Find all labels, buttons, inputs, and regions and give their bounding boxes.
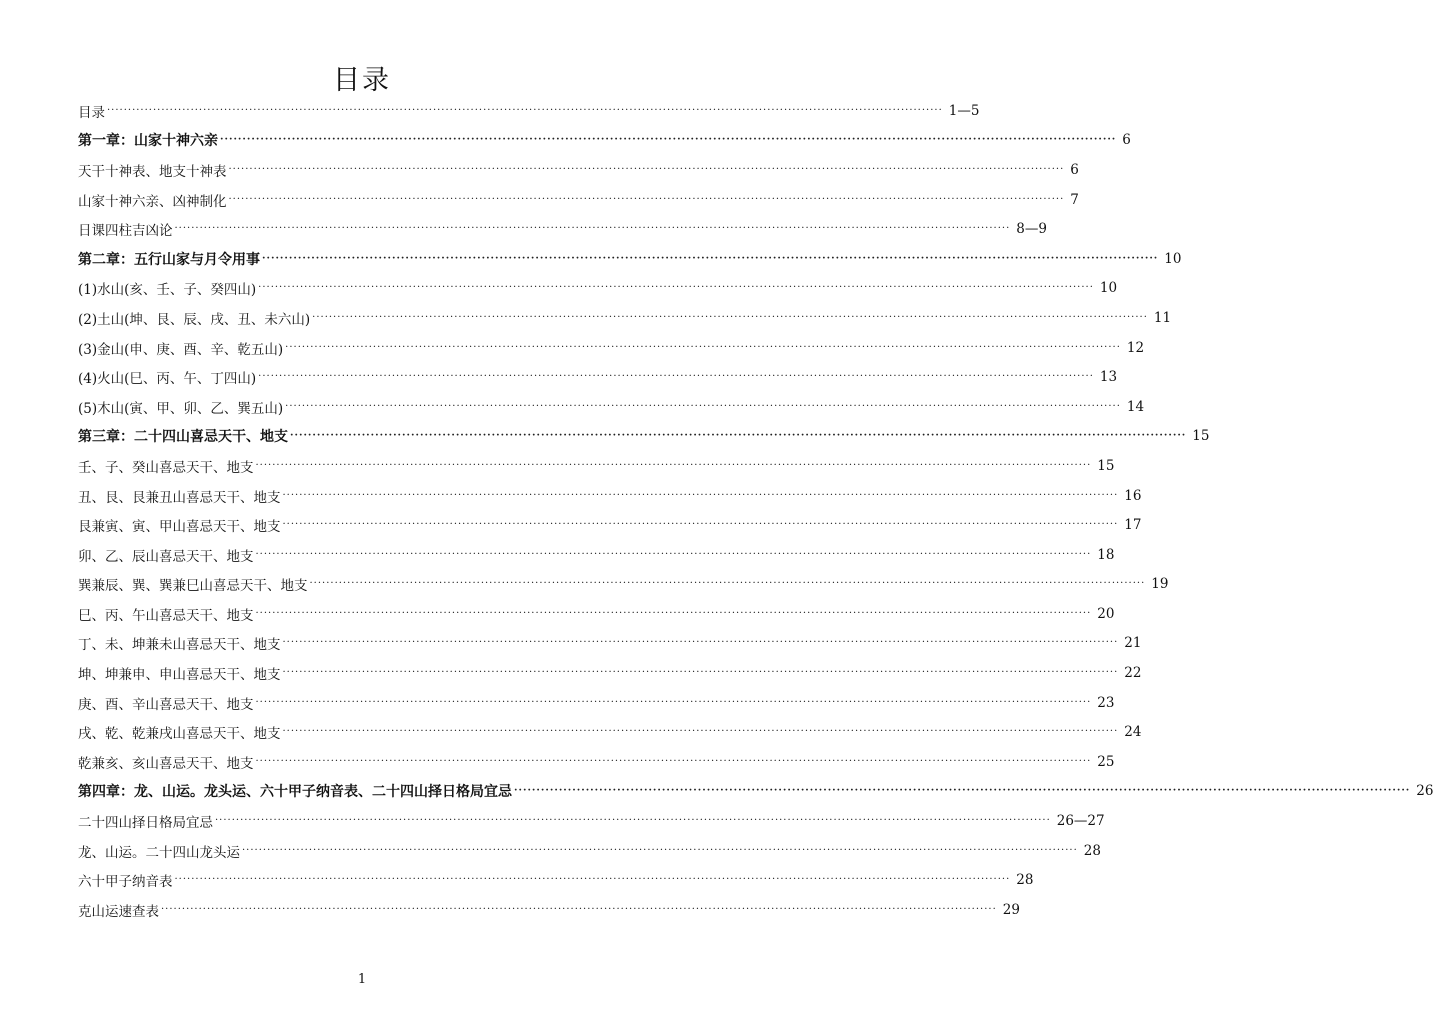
toc-entry[interactable] [78, 333, 1145, 363]
toc-entry-page: 10 [1164, 250, 1182, 267]
toc-entry[interactable] [78, 362, 1118, 392]
toc-entry-label: 壬、子、癸山喜忌天干、地支 [78, 456, 256, 476]
toc-entry-page: 17 [1124, 517, 1142, 534]
toc-entry-page: 23 [1097, 694, 1115, 711]
toc-entry-page: 12 [1126, 339, 1145, 356]
toc-entry-page: 14 [1126, 398, 1145, 415]
toc-entry-label: 巽兼辰、巽、巽兼巳山喜忌天干、地支 [78, 574, 310, 594]
table-of-contents [78, 96, 1433, 925]
toc-entry[interactable] [78, 510, 1142, 540]
toc-entry-page: 28 [1083, 842, 1101, 859]
toc-entry-page: 19 [1151, 576, 1169, 593]
toc-entry-page: 29 [1002, 901, 1020, 918]
toc-entry-label: 乾兼亥、亥山喜忌天干、地支 [78, 752, 256, 772]
dot-leader: ········································································································································································································ [514, 785, 1411, 797]
toc-entry-label: 戌、乾、乾兼戌山喜忌天干、地支 [78, 722, 283, 742]
dot-leader: ········································································································································································································ [220, 134, 1117, 146]
dot-leader: ········································································································································································································ [285, 341, 1121, 353]
toc-entry-page: 24 [1124, 724, 1142, 741]
toc-entry[interactable] [78, 865, 1034, 895]
dot-leader: ········································································································································································································ [282, 667, 1119, 679]
dot-leader: ········································································································································································································ [282, 489, 1119, 501]
toc-entry-label: (5)木山(寅、甲、卯、乙、巽五山) [78, 397, 285, 417]
dot-leader: ········································································································································································································ [282, 726, 1119, 738]
toc-entry[interactable] [78, 155, 1079, 185]
toc-entry[interactable] [78, 895, 1020, 925]
toc-entry-label: (3)金山(申、庚、酉、辛、乾五山) [78, 338, 285, 358]
toc-entry[interactable] [78, 96, 980, 126]
toc-entry-page: 8—9 [1016, 221, 1047, 238]
toc-chapter-entry[interactable] [78, 126, 1131, 156]
toc-entry[interactable] [78, 570, 1169, 600]
toc-entry-page: 26—27 [1056, 813, 1105, 830]
toc-entry-label: (1)水山(亥、壬、子、癸四山) [78, 278, 258, 298]
toc-entry-label: 天干十神表、地支十神表 [78, 160, 229, 180]
toc-entry-page: 7 [1070, 191, 1079, 208]
dot-leader: ········································································································································································································ [255, 607, 1092, 619]
dot-leader: ········································································································································································································ [107, 104, 943, 116]
toc-entry[interactable] [78, 629, 1142, 659]
dot-leader: ········································································································································································································ [255, 548, 1092, 560]
toc-entry[interactable] [78, 392, 1145, 422]
toc-entry-page: 18 [1097, 546, 1115, 563]
toc-entry-label: 山家十神六亲、凶神制化 [78, 190, 229, 210]
toc-chapter-entry[interactable] [78, 244, 1182, 274]
toc-chapter-entry[interactable] [78, 777, 1433, 807]
dot-leader: ········································································································································································································ [228, 193, 1065, 205]
dot-leader: ········································································································································································································ [285, 400, 1121, 412]
toc-entry[interactable] [78, 540, 1115, 570]
toc-entry-page: 21 [1124, 635, 1142, 652]
toc-entry[interactable] [78, 836, 1101, 866]
toc-entry-page: 20 [1097, 605, 1115, 622]
toc-entry-label: 卯、乙、辰山喜忌天干、地支 [78, 545, 256, 565]
toc-entry[interactable] [78, 717, 1142, 747]
toc-entry[interactable] [78, 214, 1047, 244]
dot-leader: ········································································································································································································ [228, 163, 1065, 175]
toc-entry-page: 13 [1099, 369, 1118, 386]
toc-entry-label: 坤、坤兼申、申山喜忌天干、地支 [78, 663, 283, 683]
dot-leader: ········································································································································································································ [174, 874, 1011, 886]
toc-entry-label: 丁、未、坤兼未山喜忌天干、地支 [78, 633, 283, 653]
toc-entry-label: 第二章：五行山家与月令用事 [78, 249, 262, 269]
toc-entry[interactable] [78, 274, 1118, 304]
dot-leader: ········································································································································································································ [282, 637, 1119, 649]
toc-entry[interactable] [78, 599, 1115, 629]
toc-entry-page: 11 [1153, 309, 1172, 326]
dot-leader: ········································································································································································································ [258, 282, 1094, 294]
toc-entry-page: 6 [1070, 161, 1079, 178]
toc-entry-page: 10 [1099, 280, 1118, 297]
dot-leader: ········································································································································································································ [258, 371, 1094, 383]
toc-entry-label: 克山运速查表 [78, 900, 161, 920]
toc-entry-page: 6 [1122, 132, 1131, 149]
toc-entry-page: 1—5 [948, 102, 980, 119]
toc-entry-label: 第一章：山家十神六亲 [78, 130, 220, 150]
toc-entry-page: 26 [1416, 783, 1433, 800]
dot-leader: ········································································································································································································ [255, 459, 1092, 471]
toc-entry[interactable] [78, 451, 1115, 481]
toc-entry-page: 28 [1016, 872, 1034, 889]
toc-entry-page: 15 [1192, 428, 1210, 445]
dot-leader: ········································································································································································································ [309, 578, 1146, 590]
dot-leader: ········································································································································································································ [312, 311, 1148, 323]
toc-entry-label: 第四章：龙、山运。龙头运、六十甲子纳音表、二十四山择日格局宜忌 [78, 781, 514, 801]
toc-entry[interactable] [78, 806, 1105, 836]
toc-entry-label: (4)火山(巳、丙、午、丁四山) [78, 367, 258, 387]
toc-entry-label: 丑、艮、艮兼丑山喜忌天干、地支 [78, 486, 283, 506]
toc-entry-page: 16 [1124, 487, 1142, 504]
footer-page-number: 1 [357, 972, 367, 987]
dot-leader: ········································································································································································································ [215, 815, 1051, 827]
toc-entry-label: 龙、山运。二十四山龙头运 [78, 841, 242, 861]
toc-entry-page: 25 [1097, 753, 1115, 770]
toc-entry-label: 第三章：二十四山喜忌天干、地支 [78, 426, 290, 446]
dot-leader: ········································································································································································································ [174, 223, 1011, 235]
dot-leader: ········································································································································································································ [242, 844, 1078, 856]
toc-chapter-entry[interactable] [78, 422, 1210, 452]
toc-entry-label: (2)土山(坤、艮、辰、戌、丑、未六山) [78, 308, 312, 328]
toc-entry[interactable] [78, 747, 1115, 777]
toc-entry[interactable] [78, 185, 1079, 215]
toc-entry[interactable] [78, 688, 1115, 718]
toc-entry-label: 二十四山择日格局宜忌 [78, 811, 215, 831]
toc-entry-label: 艮兼寅、寅、甲山喜忌天干、地支 [78, 515, 283, 535]
dot-leader: ········································································································································································································ [262, 252, 1159, 264]
toc-entry-label: 目录 [78, 101, 107, 121]
toc-entry[interactable] [78, 481, 1142, 511]
toc-entry-label: 巳、丙、午山喜忌天干、地支 [78, 604, 256, 624]
dot-leader: ········································································································································································································ [290, 430, 1187, 442]
page-title: 目录 [333, 65, 391, 96]
toc-entry-label: 日课四柱吉凶论 [78, 219, 175, 239]
dot-leader: ········································································································································································································ [282, 519, 1119, 531]
toc-entry[interactable] [78, 303, 1172, 333]
toc-entry[interactable] [78, 658, 1142, 688]
toc-entry-label: 六十甲子纳音表 [78, 870, 175, 890]
dot-leader: ········································································································································································································ [161, 903, 997, 915]
toc-entry-label: 庚、酉、辛山喜忌天干、地支 [78, 693, 256, 713]
dot-leader: ········································································································································································································ [255, 696, 1092, 708]
dot-leader: ········································································································································································································ [255, 755, 1092, 767]
toc-entry-page: 22 [1124, 665, 1142, 682]
toc-entry-page: 15 [1097, 457, 1115, 474]
